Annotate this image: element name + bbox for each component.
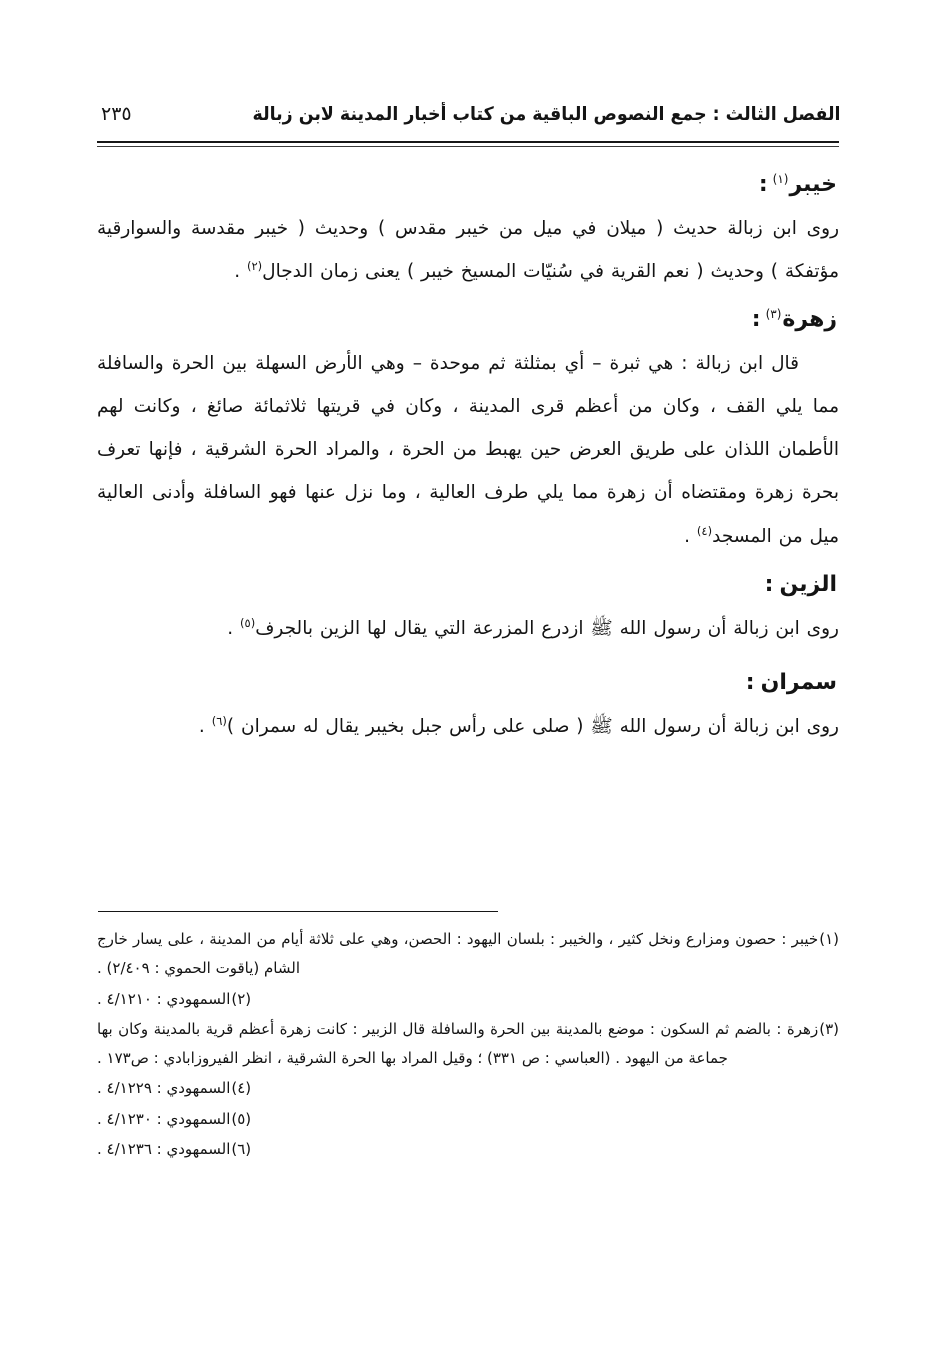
running-head-title: الفصل الثالث : جمع النصوص الباقية من كتاب أخبار المدينة لابن زبالة — [252, 104, 840, 125]
spacer — [97, 650, 839, 666]
section-heading-sumran — [97, 666, 839, 699]
paragraph-footnote-marker: (٤) — [696, 523, 713, 538]
section-heading-label: خيبر — [789, 172, 837, 197]
footnote-item — [97, 1074, 839, 1103]
header-divider — [97, 141, 839, 143]
paragraph-end-stop: . — [198, 715, 205, 737]
footnote-text: خيبر : حصون ومزارع ونخل كثير ، والخيبر : بلسان اليهود : الحصن، وهي على ثلاثة أيام من المدينة ، على يسار خارج الشام (ياقوت الحموي : ٢/٤٠٩) . — [97, 930, 819, 978]
footnote-list — [97, 925, 839, 1165]
footnote-item — [97, 925, 839, 984]
section-heading-colon: : — [745, 669, 755, 695]
footnote-text: السمهودي : ٤/١٢٣٦ . — [97, 1139, 231, 1158]
paragraph-footnote-marker: (٢) — [246, 258, 263, 273]
footnote-marker: (٦) — [231, 1139, 252, 1158]
footnote-item — [97, 1015, 839, 1074]
paragraph-text: روى ابن زبالة حديث ( ميلان في ميل من خيبر مقدس ) وحديث ( خيبر مقدسة والسوارقية مؤتفكة ) وحديث ( نعم القرية في سُنيّات المسيخ خيبر ) يعنى زمان الدجال — [97, 218, 839, 283]
paragraph-end-stop: . — [227, 617, 234, 639]
section-heading-label: الزين — [779, 571, 837, 597]
body-text — [97, 168, 839, 748]
spacer — [97, 293, 839, 303]
footnote-item — [97, 985, 839, 1014]
footnote-marker: (٥) — [231, 1109, 252, 1128]
footnote-item — [97, 1135, 839, 1164]
footnote-text: السمهودي : ٤/١٢١٠ . — [97, 989, 231, 1008]
paragraph-text: قال ابن زبالة : هي ثبرة – أي بمثلثة ثم موحدة – وهي الأرض السهلة بين الحرة والسافلة مما يلي القف ، وكان من أعظم قرى المدينة ، وكان في قريتها ثلاثمائة صائغ ، وكانت لهم الأطمان اللذان على طريق العرض حين يهبط من الحرة ، والمراد الحرة الشرقية ، فإنها تعرف بحرة زهرة ومقتضاه أن زهرة مما يلي طرف العالية ، وما نزل عنها فهو السافلة وأدنى العالية ميل من المسجد — [97, 353, 839, 547]
section-heading-colon: : — [751, 307, 761, 333]
section-heading-footnote-marker: (٣) — [765, 306, 782, 321]
running-head — [95, 103, 840, 125]
footnote-marker: (١) — [819, 930, 839, 948]
footnote-text: السمهودي : ٤/١٢٣٠ . — [97, 1109, 231, 1128]
paragraph-footnote-marker: (٥) — [240, 615, 256, 630]
spacer — [97, 558, 839, 568]
paragraph-end-stop: . — [234, 261, 241, 283]
page-number: ٢٣٥ — [101, 103, 132, 125]
paragraph-footnote-marker: (٦) — [211, 713, 227, 728]
section-heading-colon: : — [764, 571, 774, 597]
section-heading-alzayn — [97, 568, 839, 601]
footnote-marker: (٢) — [231, 989, 252, 1008]
section-paragraph-khaybar — [97, 207, 839, 293]
paragraph-text: روى ابن زبالة أن رسول الله ﷺ ( صلى على رأس جبل بخيبر يقال له سمران ) — [226, 715, 839, 737]
section-heading-label: زهرة — [782, 307, 837, 333]
footnote-marker: (٣) — [819, 1019, 839, 1038]
section-heading-footnote-marker: (١) — [772, 171, 789, 186]
footnote-item — [97, 1105, 839, 1134]
paragraph-text: روى ابن زبالة أن رسول الله ﷺ ازدرع المزرعة التي يقال لها الزين بالجرف — [255, 617, 839, 639]
section-heading-colon: : — [758, 172, 768, 197]
section-paragraph-zahra — [97, 342, 839, 557]
section-heading-khaybar — [97, 168, 839, 201]
footnote-marker: (٤) — [231, 1079, 252, 1098]
footnote-text: السمهودي : ٤/١٢٢٩ . — [97, 1079, 231, 1098]
section-heading-zahra — [97, 303, 839, 336]
paragraph-end-stop: . — [684, 525, 691, 547]
footnote-divider — [98, 911, 498, 912]
section-heading-label: سمران — [760, 669, 837, 695]
section-paragraph-alzayn — [97, 607, 839, 650]
footnote-text: زهرة : بالضم ثم السكون : موضع بالمدينة بين الحرة والسافلة قال الزبير : كانت زهرة أعظم قرية بالمدينة وكان بها جماعة من اليهود . (العباسي : ص ٣٣١) ؛ وقيل المراد بها الحرة الشرقية ، انظر الفيروزابادي : ص١٧٣ . — [97, 1019, 819, 1067]
section-paragraph-sumran — [97, 705, 839, 748]
